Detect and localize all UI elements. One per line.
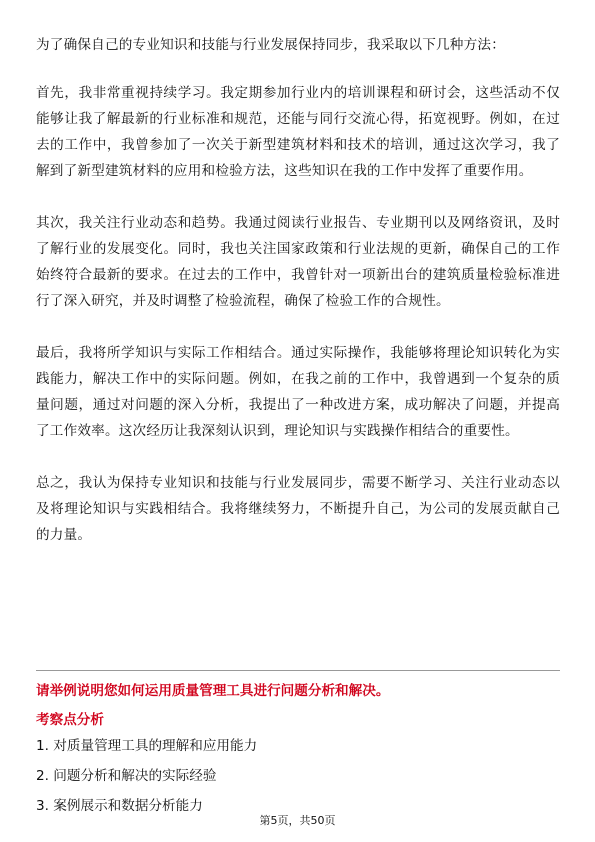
answer-body (36, 32, 560, 548)
analysis-point: 2. 问题分析和解决的实际经验 (36, 768, 217, 784)
analysis-point: 3. 案例展示和数据分析能力 (36, 798, 203, 814)
paragraph-second: 其次，我关注行业动态和趋势。我通过阅读行业报告、专业期刊以及网络资讯，及时了解行业的发展变化。同时，我也关注国家政策和行业法规的更新，确保自己的工作始终符合最新的要求。在过去的工作中，我曾针对一项新出台的建筑质量检验标准进行了深入研究，并及时调整了检验流程，确保了检验工作的合规性。 (36, 215, 560, 309)
paragraph-third: 最后，我将所学知识与实际工作相结合。通过实际操作，我能够将理论知识转化为实践能力，解决工作中的实际问题。例如，在我之前的工作中，我曾遇到一个复杂的质量问题，通过对问题的深入分析，我提出了一种改进方案，成功解决了问题，并提高了工作效率。这次经历让我深刻认识到，理论知识与实践操作相结合的重要性。 (36, 345, 560, 439)
paragraph-first: 首先，我非常重视持续学习。我定期参加行业内的培训课程和研讨会，这些活动不仅能够让我了解最新的行业标准和规范，还能与同行交流心得，拓宽视野。例如，在过去的工作中，我曾参加了一次关于新型建筑材料和技术的培训，通过这次学习，我了解到了新型建筑材料的应用和检验方法，这些知识在我的工作中发挥了重要作用。 (36, 85, 560, 179)
section-divider (36, 670, 560, 671)
analysis-subheading: 考察点分析 (36, 712, 104, 728)
page-number: 第5页，共50页 (259, 814, 336, 827)
intro-paragraph: 为了确保自己的专业知识和技能与行业发展保持同步，我采取以下几种方法： (36, 37, 505, 53)
analysis-point: 1. 对质量管理工具的理解和应用能力 (36, 738, 258, 754)
question-heading: 请举例说明您如何运用质量管理工具进行问题分析和解决。 (36, 683, 390, 699)
paragraph-conclusion: 总之，我认为保持专业知识和技能与行业发展同步，需要不断学习、关注行业动态以及将理论知识与实践相结合。我将继续努力，不断提升自己，为公司的发展贡献自己的力量。 (36, 475, 560, 543)
